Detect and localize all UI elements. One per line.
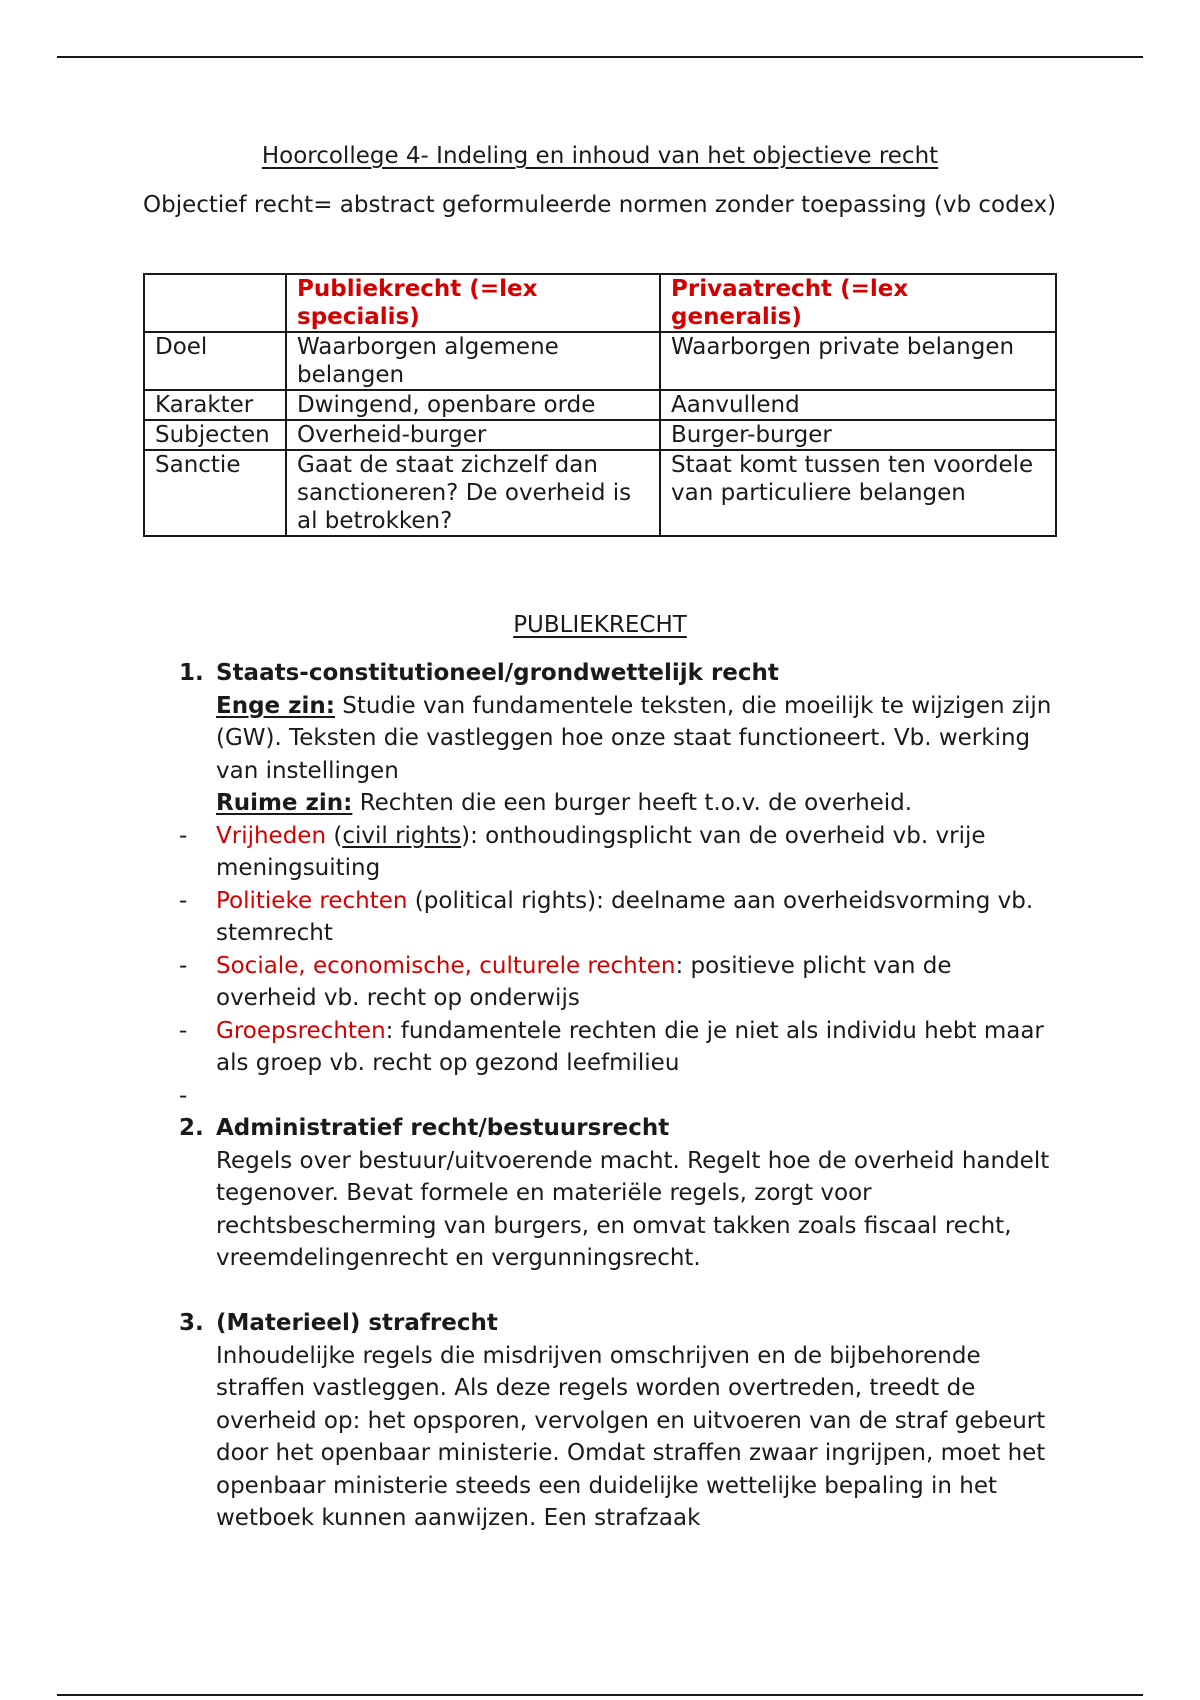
table-cell: Staat komt tussen ten voordele van particuliere belangen <box>660 450 1056 536</box>
section-heading <box>179 1307 1059 1340</box>
table-row <box>144 420 1056 450</box>
definition-text: Studie van fundamentele teksten, die moeilijk te wijzigen zijn (GW). Teksten die vastleggen hoe onze staat functioneert. Vb. werking van instellingen <box>216 692 1052 784</box>
list-bullet: - <box>179 822 188 849</box>
definition-narrow <box>179 690 1059 788</box>
definition-label: Ruime zin: <box>216 790 353 816</box>
section-heading-text: (Materieel) strafrecht <box>216 1310 498 1336</box>
list-item-text: : positieve plicht van de overheid vb. recht op onderwijs <box>216 952 952 1011</box>
section-body <box>179 657 1059 1535</box>
table-cell: Burger-burger <box>660 420 1056 450</box>
spacer <box>179 1275 1059 1308</box>
list-bullet: - <box>179 1017 188 1044</box>
list-bullet: - <box>179 887 188 914</box>
intro-paragraph: Objectief recht= abstract geformuleerde normen zonder toepassing (vb codex) <box>143 192 1057 218</box>
list-item-text: (political rights): deelname aan overheidsvorming vb. stemrecht <box>216 887 1034 946</box>
table-row <box>144 450 1056 536</box>
table-header-cell: Publiekrecht (=lex specialis) <box>286 274 660 332</box>
document-title: Hoorcollege 4- Indeling en inhoud van het objectieve recht <box>261 143 939 169</box>
list-item-term: Vrijheden <box>216 822 327 849</box>
list-item-underlined: civil rights <box>342 822 462 849</box>
table-cell: Doel <box>144 332 286 390</box>
section-heading-text: Staats-constitutioneel/grondwettelijk recht <box>216 660 779 686</box>
table-cell: Aanvullend <box>660 390 1056 420</box>
list-item <box>179 1080 1059 1113</box>
list-item-term: Sociale, economische, culturele rechten <box>216 952 676 979</box>
section-paragraph: Inhoudelijke regels die misdrijven omschrijven en de bijbehorende straffen vastleggen. Als deze regels worden overtreden, treedt de overheid op: het opsporen, vervolgen en uitvoeren van de straf gebeurt door het openbaar ministerie. Omdat straffen zwaar ingrijpen, moet het openbaar ministerie steeds een duidelijke wettelijke bepaling in het wetboek kunnen aanwijzen. Een strafzaak <box>216 1342 1046 1531</box>
list-item <box>179 820 1059 885</box>
section-title: PUBLIEKRECHT <box>513 612 687 638</box>
section-heading-text: Administratief recht/bestuursrecht <box>216 1115 670 1141</box>
table-cell: Subjecten <box>144 420 286 450</box>
table-cell: Dwingend, openbare orde <box>286 390 660 420</box>
list-bullet: - <box>179 1082 188 1109</box>
list-item-text: ): onthoudingsplicht van de overheid vb. vrije meningsuiting <box>216 822 986 881</box>
table-header-cell: Privaatrecht (=lex generalis) <box>660 274 1056 332</box>
list-bullet: - <box>179 952 188 979</box>
table-cell: Karakter <box>144 390 286 420</box>
definition-label: Enge zin: <box>216 692 335 719</box>
section-number: 3. <box>179 1310 204 1336</box>
table-cell: Waarborgen algemene belangen <box>286 332 660 390</box>
section-number: 2. <box>179 1115 204 1141</box>
definition-broad <box>179 787 1059 820</box>
list-item-text: ( <box>326 822 343 849</box>
footer-rule <box>57 1694 1143 1696</box>
list-item-text: : fundamentele rechten die je niet als individu hebt maar als groep vb. recht op gezond leefmilieu <box>216 1017 1044 1076</box>
definition-text: Rechten die een burger heeft t.o.v. de overheid. <box>352 790 913 816</box>
table-cell: Gaat de staat zichzelf dan sanctioneren? De overheid is al betrokken? <box>286 450 660 536</box>
list-item <box>179 885 1059 950</box>
comparison-table <box>143 273 1057 537</box>
list-item <box>179 950 1059 1015</box>
list-item <box>179 1015 1059 1080</box>
section-heading <box>179 1112 1059 1145</box>
list-item-term: Groepsrechten <box>216 1017 386 1044</box>
table-header-row <box>144 274 1056 332</box>
table-header-cell <box>144 274 286 332</box>
table-cell: Sanctie <box>144 450 286 536</box>
header-rule <box>57 56 1143 58</box>
list-item-term: Politieke rechten <box>216 887 408 914</box>
section-number: 1. <box>179 660 204 686</box>
table-cell: Overheid-burger <box>286 420 660 450</box>
section-paragraph: Regels over bestuur/uitvoerende macht. Regelt hoe de overheid handelt tegenover. Bevat formele en materiële regels, zorgt voor rechtsbescherming van burgers, en omvat takken zoals fiscaal recht, vreemdelingenrecht en vergunningsrecht. <box>216 1147 1050 1271</box>
section-heading <box>179 657 1059 690</box>
table-cell: Waarborgen private belangen <box>660 332 1056 390</box>
table-row <box>144 332 1056 390</box>
table-row <box>144 390 1056 420</box>
